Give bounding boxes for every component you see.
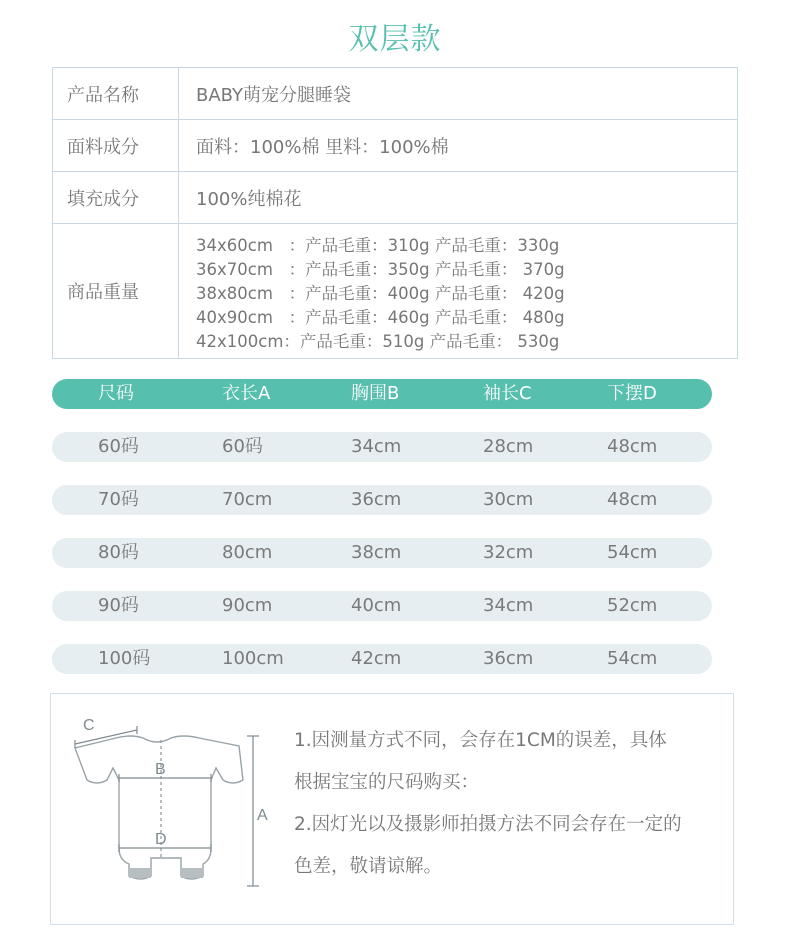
weight-line: 36x70cm ：产品毛重：350g 产品毛重： 370g — [196, 260, 565, 279]
header-cell: 尺码 — [98, 383, 134, 404]
spec-value: BABY萌宠分腿睡袋 — [179, 68, 738, 120]
size-cell: 36cm — [483, 648, 534, 669]
product-spec-table — [52, 67, 738, 359]
size-cell: 70cm — [222, 489, 273, 510]
notes-panel — [50, 693, 734, 925]
size-cell: 100cm — [222, 648, 284, 669]
size-row — [52, 538, 712, 568]
size-cell: 80码 — [98, 542, 139, 563]
spec-row-name — [53, 68, 738, 120]
spec-value: 面料：100%棉 里料：100%棉 — [179, 120, 738, 172]
notes-text — [294, 720, 724, 888]
size-cell: 38cm — [351, 542, 402, 563]
page-title: 双层款 — [348, 22, 442, 57]
spec-key: 产品名称 — [53, 68, 179, 120]
label-a: A — [257, 807, 268, 824]
spec-row-filling — [53, 172, 738, 224]
size-cell: 90cm — [222, 595, 273, 616]
spec-key: 面料成分 — [53, 120, 179, 172]
header-cell: 衣长A — [222, 383, 271, 404]
size-cell: 70码 — [98, 489, 139, 510]
size-cell: 42cm — [351, 648, 402, 669]
size-cell: 60码 — [98, 436, 139, 457]
note-line: 1.因测量方式不同，会存在1CM的误差，具体 — [294, 730, 667, 751]
size-cell: 54cm — [607, 648, 658, 669]
size-row — [52, 591, 712, 621]
header-cell: 胸围B — [351, 383, 400, 404]
spec-key: 商品重量 — [53, 224, 179, 359]
size-cell: 48cm — [607, 489, 658, 510]
size-row — [52, 644, 712, 674]
size-cell: 80cm — [222, 542, 273, 563]
header-cell: 袖长C — [483, 383, 532, 404]
size-cell: 28cm — [483, 436, 534, 457]
weight-line: 40x90cm ：产品毛重：460g 产品毛重： 480g — [196, 308, 565, 327]
header-cell: 下摆D — [607, 383, 657, 404]
left-cuff — [129, 868, 151, 878]
right-cuff — [181, 868, 203, 878]
spec-value: 100%纯棉花 — [179, 172, 738, 224]
spec-row-weight — [53, 224, 738, 359]
size-cell: 60码 — [222, 436, 263, 457]
label-d: D — [155, 831, 167, 848]
label-c: C — [83, 717, 95, 734]
size-cell: 90码 — [98, 595, 139, 616]
size-cell: 100码 — [98, 648, 151, 669]
size-table-header — [52, 379, 712, 409]
size-cell: 30cm — [483, 489, 534, 510]
spec-row-fabric — [53, 120, 738, 172]
spec-key: 填充成分 — [53, 172, 179, 224]
weight-list — [179, 224, 738, 359]
size-cell: 52cm — [607, 595, 658, 616]
size-cell: 48cm — [607, 436, 658, 457]
size-cell: 34cm — [351, 436, 402, 457]
size-row — [52, 432, 712, 462]
note-line: 色差，敬请谅解。 — [294, 856, 443, 877]
weight-line: 38x80cm ：产品毛重：400g 产品毛重： 420g — [196, 284, 565, 303]
weight-line: 42x100cm：产品毛重：510g 产品毛重： 530g — [196, 332, 560, 351]
size-cell: 40cm — [351, 595, 402, 616]
size-cell: 36cm — [351, 489, 402, 510]
size-cell: 32cm — [483, 542, 534, 563]
note-line: 根据宝宝的尺码购买： — [294, 772, 480, 793]
sleeping-bag-diagram — [61, 708, 271, 918]
label-b: B — [155, 761, 166, 778]
weight-line: 34x60cm ：产品毛重：310g 产品毛重：330g — [196, 236, 560, 255]
size-cell: 54cm — [607, 542, 658, 563]
size-row — [52, 485, 712, 515]
note-line: 2.因灯光以及摄影师拍摄方法不同会存在一定的 — [294, 814, 682, 835]
size-cell: 34cm — [483, 595, 534, 616]
garment-outline — [75, 736, 243, 879]
